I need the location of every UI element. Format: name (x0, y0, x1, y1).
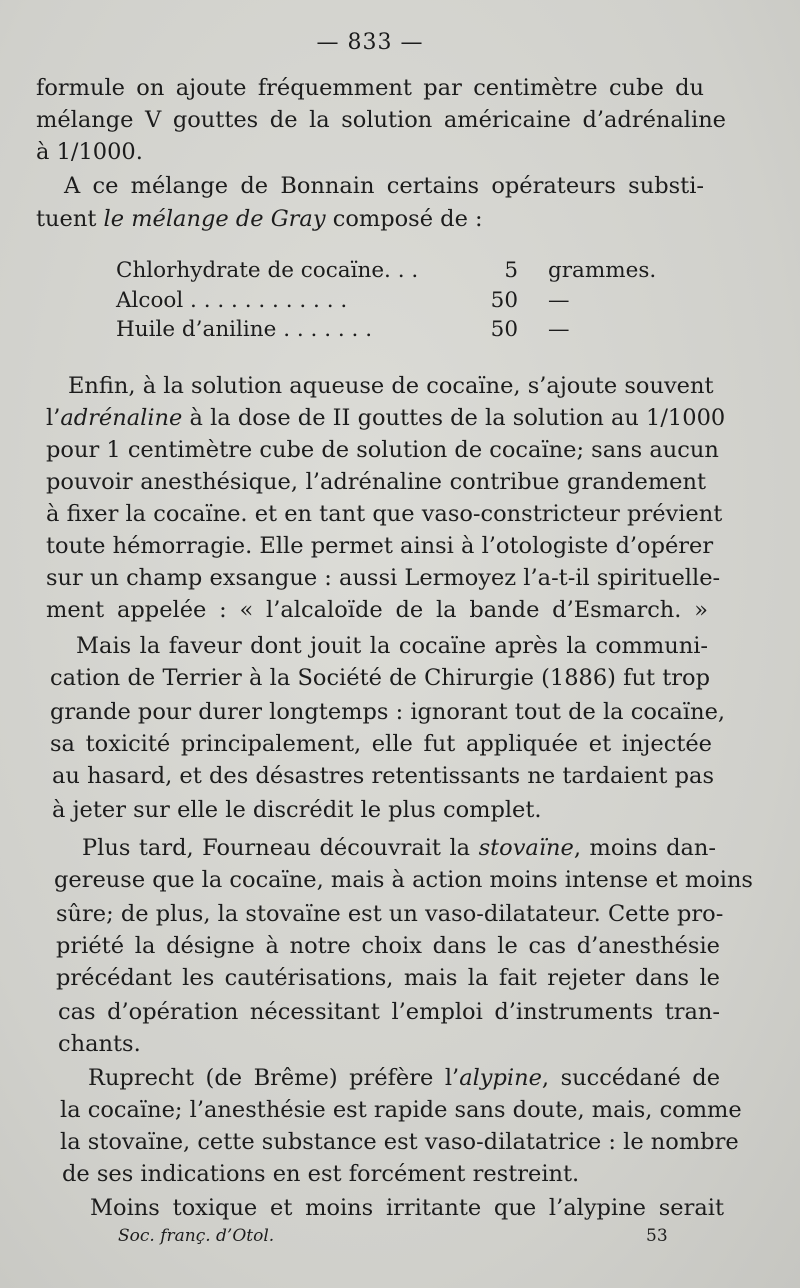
text-line: précédant les cautérisations, mais la fait rejeter dans le (56, 965, 720, 991)
text-line: sa toxicité principalement, elle fut appliquée et injectée (50, 731, 712, 757)
text-fragment: , succédané de (541, 1065, 721, 1091)
text-line: pouvoir anesthésique, l’adrénaline contribue grandement (46, 469, 706, 495)
italic-text: adrénaline (60, 405, 183, 431)
text-line: cas d’opération nécessitant l’emploi d’instruments tran- (58, 999, 720, 1025)
text-line (88, 1062, 720, 1094)
text-line: à 1/1000. (36, 139, 143, 165)
text-line: Mais la faveur dont jouit la cocaïne après la communi- (76, 633, 708, 659)
text-fragment: tuent (36, 206, 104, 232)
text-fragment: Plus tard, Fourneau découvrait la (82, 835, 479, 861)
text-fragment: à la dose de II gouttes de la solution au 1/1000 (182, 405, 726, 431)
text-line: grande pour durer longtemps : ignorant tout de la cocaïne, (50, 699, 726, 725)
text-fragment: composé de : (325, 206, 483, 232)
formula-ingredient: Alcool . . . . . . . . . . . . (116, 287, 348, 313)
text-fragment: , moins dan- (573, 835, 717, 861)
footer-journal: Soc. franç. d’Otol. (118, 1226, 275, 1246)
text-fragment: Ruprecht (de Brême) préfère l’ (88, 1065, 460, 1091)
text-line: à jeter sur elle le discrédit le plus complet. (52, 797, 542, 823)
text-line: la cocaïne; l’anesthésie est rapide sans doute, mais, comme (60, 1097, 742, 1123)
text-line: ment appelée : « l’alcaloïde de la bande d’Esmarch. » (46, 597, 708, 623)
text-line (82, 832, 716, 864)
text-line: cation de Terrier à la Société de Chirurgie (1886) fut trop (50, 665, 710, 691)
italic-text: stovaïne (478, 835, 574, 861)
formula-ingredient: Chlorhydrate de cocaïne. . . (116, 258, 419, 283)
text-line: A ce mélange de Bonnain certains opérateurs substi- (64, 173, 704, 199)
text-line: au hasard, et des désastres retentissants ne tardaient pas (52, 763, 714, 789)
text-line: à fixer la cocaïne. et en tant que vaso-constricteur prévient (46, 501, 723, 527)
text-line: mélange V gouttes de la solution américaine d’adrénaline (36, 107, 726, 133)
footer-signature: 53 (646, 1226, 668, 1246)
text-line: priété la désigne à notre choix dans le cas d’anesthésie (56, 933, 720, 959)
text-line: de ses indications en est forcément restreint. (62, 1161, 580, 1187)
italic-text: alypine (459, 1065, 542, 1091)
formula-unit: grammes. (548, 258, 657, 283)
text-fragment: Enfin, à la solution aqueuse de cocaïne, s’ajoute souvent (68, 373, 714, 399)
page-number: — 833 — (316, 30, 424, 55)
text-line: sûre; de plus, la stovaïne est un vaso-dilatateur. Cette pro- (56, 901, 724, 927)
text-fragment: l’ (46, 405, 61, 431)
text-line: la stovaïne, cette substance est vaso-dilatatrice : le nombre (60, 1129, 739, 1155)
text-line: sur un champ exsangue : aussi Lermoyez l’a-t-il spirituelle- (46, 565, 721, 591)
text-line: Moins toxique et moins irritante que l’alypine serait (90, 1195, 724, 1221)
text-line: chants. (58, 1031, 141, 1057)
text-line (36, 203, 800, 235)
formula-value: 5 (504, 258, 518, 283)
text-line: gereuse que la cocaïne, mais à action moins intense et moins (54, 867, 753, 893)
formula-ingredient: Huile d’aniline . . . . . . . (116, 317, 373, 342)
text-line (68, 370, 714, 402)
italic-text: le mélange de Gray (103, 206, 326, 232)
formula-value: 50 (490, 287, 518, 313)
formula-unit: — (548, 317, 570, 342)
text-line: pour 1 centimètre cube de solution de cocaïne; sans aucun (46, 437, 719, 463)
text-line: formule on ajoute fréquemment par centimètre cube du (36, 75, 704, 101)
text-line: toute hémorragie. Elle permet ainsi à l’otologiste d’opérer (46, 533, 714, 559)
formula-unit: — (548, 287, 570, 313)
formula-value: 50 (490, 317, 518, 342)
text-line (46, 402, 726, 434)
